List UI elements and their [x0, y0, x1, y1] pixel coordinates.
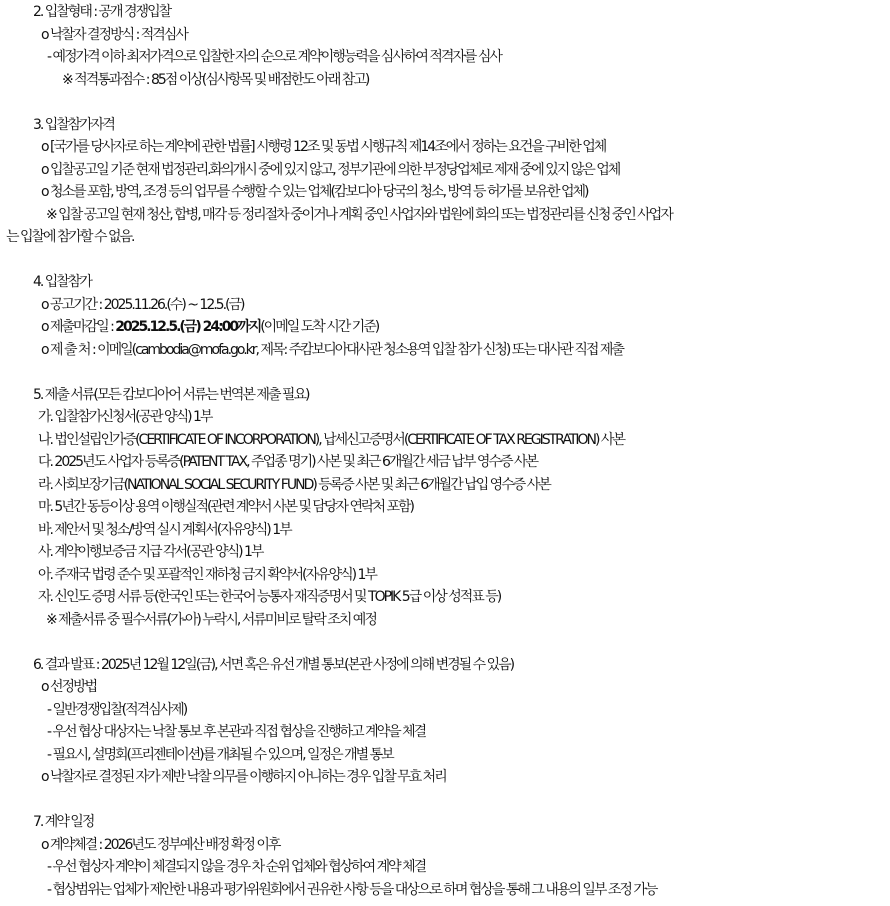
- document-item: 아. 주재국 법령 준수 및 포괄적인 재하청 금지 확약서(자유양식) 1부: [38, 566, 376, 583]
- document-item: 나. 법인설립인가증(CERTIFICATE OF INCORPORATION), 납세신고증명서(CERTIFICATE OF TAX REGISTRATION) 사본: [38, 431, 624, 448]
- document-item: 가. 입찰참가신청서(공관 양식) 1부: [38, 409, 212, 425]
- contract-detail: - 협상범위는 업체가 제안한 내용과 평가위원회에서 권유한 사항 등을 대상으로 하며 협상을 통해 그 내용의 일부 조정 가능: [47, 881, 657, 898]
- eligibility-note-continued: 는 입찰에 참가할 수 없음.: [6, 229, 134, 245]
- document-item: 자. 신인도 증명 서류 등(한국인 또는 한국어 능통자 재직증명서 및 TOPIK 5급 이상 성적표 등): [38, 589, 501, 605]
- contract-detail: - 우선 협상자 계약이 체결되지 않을 경우 차 순위 업체와 협상하여 계약 체결: [47, 859, 426, 875]
- document-item: 다. 2025년도 사업자 등록증(PATENT TAX, 주업종 명기) 사본 및 최근 6개월간 세금 납부 영수증 사본: [38, 454, 537, 470]
- passing-score-note: ※ 적격통과점수 : 85점 이상(심사항목 및 배점한도 아래 참고): [62, 71, 369, 88]
- document-item: 라. 사회보장기금(NATIONAL SOCIAL SECURITY FUND) 등록증 사본 및 최근 6개월간 납입 영수증 사본: [38, 476, 550, 493]
- eligibility-item: o 입찰공고일 기준 현재 법정관리.화의개시 중에 있지 않고, 정부기관에 의한 부정당업체로 제재 중에 있지 않은 업체: [41, 161, 620, 178]
- contract-signing: o 계약체결 : 2026년도 정부예산 배정 확정 이후: [41, 836, 280, 853]
- submission-destination: o 제 출 처 : 이메일(cambodia@mofa.go.kr, 제목: 주캄보디아대사관 청소용역 입찰 참가 신청) 또는 대사관 직접 제출: [41, 341, 623, 358]
- bid-void-condition: o 낙찰자로 결정된 자가 제반 낙찰 의무를 이행하지 아니하는 경우 입찰 무효 처리: [41, 769, 446, 785]
- eligibility-note: ※ 입찰 공고일 현재 청산, 합병, 매각 등 정리절차 중이거나 계획 중인 사업자와 법원에 화의 또는 법정관리를 신청 중인 사업자: [46, 206, 672, 223]
- spacer: [0, 91, 890, 114]
- deadline-date: 2025.12.5.(금) 24:00까지: [115, 319, 261, 335]
- deadline-note: (이메일 도착 시간 기준): [260, 319, 379, 335]
- eligibility-item: o 청소를 포함, 방역, 조경 등의 업무를 수행할 수 있는 업체(캄보디아 당국의 청소, 방역 등 허가를 보유한 업체): [41, 184, 588, 200]
- document-item: 마. 5년간 동등이상 용역 이행실적(관련 계약서 사본 및 담당자 연락처 포함): [38, 499, 413, 515]
- notice-period: o 공고기간 : 2025.11.26.(수) ~ 12.5.(금): [41, 296, 244, 313]
- document-item: 바. 제안서 및 청소/방역 실시 계획서(자유양식) 1부: [38, 521, 291, 538]
- bid-notice-document: [0, 1, 890, 901]
- section-7-heading: 7. 계약 일정: [33, 814, 94, 830]
- submission-deadline: [0, 316, 890, 339]
- eligibility-item: o [국가를 당사자로 하는 계약에 관한 법률] 시행령 12조 및 동법 시행규칙 제14조에서 정하는 요건을 구비한 업체: [41, 139, 606, 155]
- selection-detail: - 필요시, 설명회(프리젠테이션)를 개최될 수 있으며, 일정은 개별 통보: [47, 746, 393, 763]
- selection-detail: - 우선 협상 대상자는 낙찰 통보 후 본관과 직접 협상을 진행하고 계약을 체결: [47, 724, 426, 740]
- section-6-heading: 6. 결과 발표 : 2025년 12월 12일(금), 서면 혹은 유선 개별 통보(본관 사정에 의해 변경될 수 있음): [33, 656, 514, 673]
- required-documents-note: ※ 제출서류 중 필수서류(가-아) 누락시, 서류미비로 탈락 조치 예정: [46, 611, 376, 628]
- section-5-heading: 5. 제출 서류(모든 캄보디아어 서류는 번역본 제출 필요): [33, 386, 309, 403]
- selection-method: o 선정방법: [41, 679, 97, 695]
- spacer: [0, 631, 890, 654]
- section-2-heading: 2. 입찰형태 : 공개 경쟁입찰: [33, 4, 171, 20]
- bid-decision-method: o 낙찰자 결정방식 : 적격심사: [41, 26, 187, 43]
- document-item: 사. 계약이행보증금 지급 각서(공관 양식) 1부: [38, 544, 263, 560]
- deadline-label: o 제출마감일 :: [41, 319, 116, 335]
- spacer: [0, 249, 890, 272]
- spacer: [0, 361, 890, 384]
- evaluation-description: - 예정가격 이하 최저가격으로 입찰한 자의 순으로 계약이행능력을 심사하여 적격자를 심사: [47, 49, 501, 65]
- selection-detail: - 일반경쟁입찰(적격심사제): [47, 701, 187, 718]
- section-3-heading: 3. 입찰참가자격: [33, 116, 114, 133]
- section-4-heading: 4. 입찰참가: [33, 274, 91, 290]
- spacer: [0, 789, 890, 812]
